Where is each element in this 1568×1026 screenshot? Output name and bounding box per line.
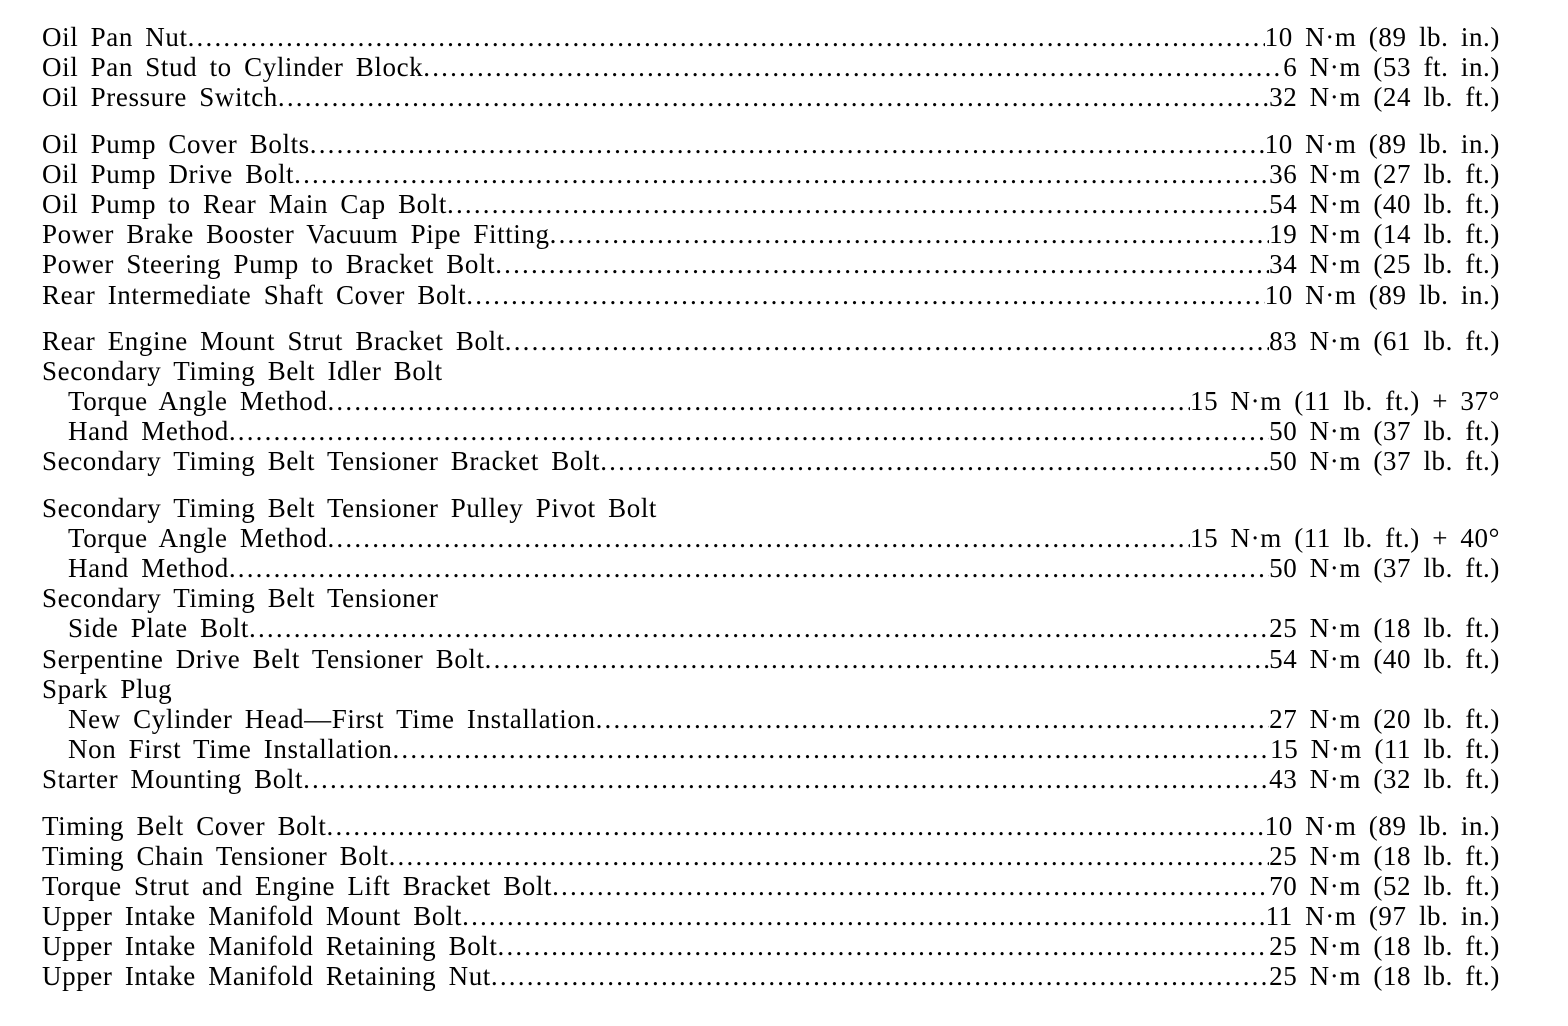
- spec-label: Secondary Timing Belt Tensioner Pulley Pivot Bolt: [42, 492, 658, 523]
- spec-label: Secondary Timing Belt Tensioner Bracket Bolt: [42, 446, 601, 477]
- spec-row: [42, 446, 1500, 476]
- spec-label: Starter Mounting Bolt: [42, 764, 304, 795]
- dot-leader: [229, 416, 1269, 446]
- spec-row: [42, 159, 1500, 189]
- torque-value: 10 N·m (89 lb. in.): [1264, 810, 1500, 841]
- dot-leader: [392, 734, 1270, 764]
- spec-label: Power Brake Booster Vacuum Pipe Fitting: [42, 219, 550, 250]
- torque-specification-table: [42, 22, 1500, 992]
- spec-label: Spark Plug: [42, 673, 173, 704]
- dot-leader: [188, 22, 1265, 52]
- spec-label: Serpentine Drive Belt Tensioner Bolt: [42, 643, 485, 674]
- spec-label: Torque Strut and Engine Lift Bracket Bolt: [42, 870, 553, 901]
- dot-leader: [485, 644, 1269, 674]
- spec-label: Timing Belt Cover Bolt: [42, 810, 327, 841]
- dot-leader: [491, 961, 1269, 991]
- spec-row: [42, 764, 1500, 794]
- spec-label: Non First Time Installation: [68, 734, 393, 765]
- torque-value: 6 N·m (53 ft. in.): [1283, 52, 1500, 83]
- torque-value: 50 N·m (37 lb. ft.): [1269, 553, 1500, 583]
- dot-leader: [600, 446, 1269, 476]
- spec-label: Power Steering Pump to Bracket Bolt: [42, 249, 496, 280]
- torque-value: 10 N·m (89 lb. in.): [1264, 128, 1500, 159]
- spec-row: [42, 326, 1500, 356]
- spec-label: Hand Method: [68, 416, 229, 447]
- spec-row: [42, 901, 1500, 931]
- spec-row: [42, 189, 1500, 219]
- spec-label: Secondary Timing Belt Tensioner: [42, 583, 439, 614]
- spec-row: [42, 961, 1500, 991]
- spec-group-heading: [42, 356, 1500, 386]
- torque-value: 36 N·m (27 lb. ft.): [1269, 158, 1500, 189]
- dot-leader: [462, 901, 1265, 931]
- torque-value: 70 N·m (52 lb. ft.): [1269, 870, 1500, 901]
- spec-row: [42, 22, 1500, 52]
- spec-label: Torque Angle Method: [68, 386, 328, 417]
- spec-row: [42, 644, 1500, 674]
- torque-value: 34 N·m (25 lb. ft.): [1269, 249, 1500, 280]
- spec-label: Rear Intermediate Shaft Cover Bolt: [42, 279, 467, 310]
- spec-label: Upper Intake Manifold Mount Bolt: [42, 901, 463, 932]
- torque-value: 15 N·m (11 lb. ft.) + 37°: [1190, 386, 1500, 417]
- spec-label: Oil Pressure Switch: [42, 82, 278, 113]
- spec-row: [42, 523, 1500, 553]
- torque-value: 50 N·m (37 lb. ft.): [1269, 416, 1500, 447]
- spec-label: New Cylinder Head—First Time Installation: [68, 703, 596, 734]
- spec-row: [42, 931, 1500, 961]
- spec-row: [42, 553, 1500, 583]
- torque-value: 54 N·m (40 lb. ft.): [1269, 643, 1500, 674]
- spec-row: [42, 871, 1500, 901]
- dot-leader: [498, 931, 1270, 961]
- torque-value: 32 N·m (24 lb. ft.): [1269, 82, 1500, 113]
- dot-leader: [389, 841, 1270, 871]
- dot-leader: [249, 613, 1269, 643]
- spec-row: [42, 704, 1500, 734]
- torque-value: 10 N·m (89 lb. in.): [1264, 279, 1500, 310]
- dot-leader: [327, 523, 1190, 553]
- spec-label: Hand Method: [68, 553, 229, 583]
- spec-label: Rear Engine Mount Strut Bracket Bolt: [42, 325, 505, 356]
- dot-leader: [278, 82, 1269, 112]
- spec-label: Oil Pan Stud to Cylinder Block: [42, 52, 424, 83]
- spec-row: [42, 249, 1500, 279]
- dot-leader: [423, 52, 1283, 82]
- dot-leader: [505, 326, 1269, 356]
- spec-row: [42, 841, 1500, 871]
- spec-group-heading: [42, 583, 1500, 613]
- spec-row: [42, 811, 1500, 841]
- dot-leader: [466, 280, 1264, 310]
- spec-label: Oil Pump Cover Bolts: [42, 128, 310, 159]
- dot-leader: [596, 704, 1270, 734]
- torque-value: 25 N·m (18 lb. ft.): [1269, 840, 1500, 871]
- spec-row: [42, 219, 1500, 249]
- spec-label: Oil Pump to Rear Main Cap Bolt: [42, 188, 447, 219]
- torque-value: 25 N·m (18 lb. ft.): [1269, 961, 1500, 992]
- torque-value: 25 N·m (18 lb. ft.): [1269, 613, 1500, 644]
- dot-leader: [552, 871, 1269, 901]
- torque-value: 15 N·m (11 lb. ft.) + 40°: [1190, 522, 1500, 553]
- torque-value: 10 N·m (89 lb. in.): [1264, 22, 1500, 52]
- torque-value: 25 N·m (18 lb. ft.): [1269, 931, 1500, 962]
- torque-value: 54 N·m (40 lb. ft.): [1269, 188, 1500, 219]
- dot-leader: [327, 811, 1265, 841]
- dot-leader: [550, 219, 1270, 249]
- spec-row: [42, 734, 1500, 764]
- torque-value: 27 N·m (20 lb. ft.): [1269, 703, 1500, 734]
- spec-row: [42, 613, 1500, 643]
- spec-row: [42, 52, 1500, 82]
- dot-leader: [229, 553, 1269, 583]
- spec-label: Oil Pan Nut: [42, 22, 188, 52]
- spec-row: [42, 129, 1500, 159]
- dot-leader: [495, 249, 1269, 279]
- dot-leader: [303, 764, 1269, 794]
- spec-group-heading: [42, 674, 1500, 704]
- spec-label: Upper Intake Manifold Retaining Nut: [42, 961, 491, 992]
- torque-value: 11 N·m (97 lb. in.): [1265, 901, 1500, 932]
- torque-value: 50 N·m (37 lb. ft.): [1269, 446, 1500, 477]
- spec-label: Upper Intake Manifold Retaining Bolt: [42, 931, 498, 962]
- spec-row: [42, 280, 1500, 310]
- spec-row: [42, 416, 1500, 446]
- torque-value: 83 N·m (61 lb. ft.): [1269, 325, 1500, 356]
- dot-leader: [447, 189, 1269, 219]
- torque-value: 43 N·m (32 lb. ft.): [1269, 764, 1500, 795]
- dot-leader: [294, 159, 1269, 189]
- spec-label: Oil Pump Drive Bolt: [42, 158, 295, 189]
- spec-label: Torque Angle Method: [68, 522, 328, 553]
- dot-leader: [310, 129, 1265, 159]
- dot-leader: [327, 386, 1190, 416]
- spec-row: [42, 386, 1500, 416]
- spec-row: [42, 82, 1500, 112]
- torque-value: 19 N·m (14 lb. ft.): [1269, 219, 1500, 250]
- spec-label: Secondary Timing Belt Idler Bolt: [42, 355, 443, 386]
- spec-group-heading: [42, 493, 1500, 523]
- torque-value: 15 N·m (11 lb. ft.): [1270, 734, 1500, 765]
- spec-label: Timing Chain Tensioner Bolt: [42, 840, 389, 871]
- spec-label: Side Plate Bolt: [68, 613, 249, 644]
